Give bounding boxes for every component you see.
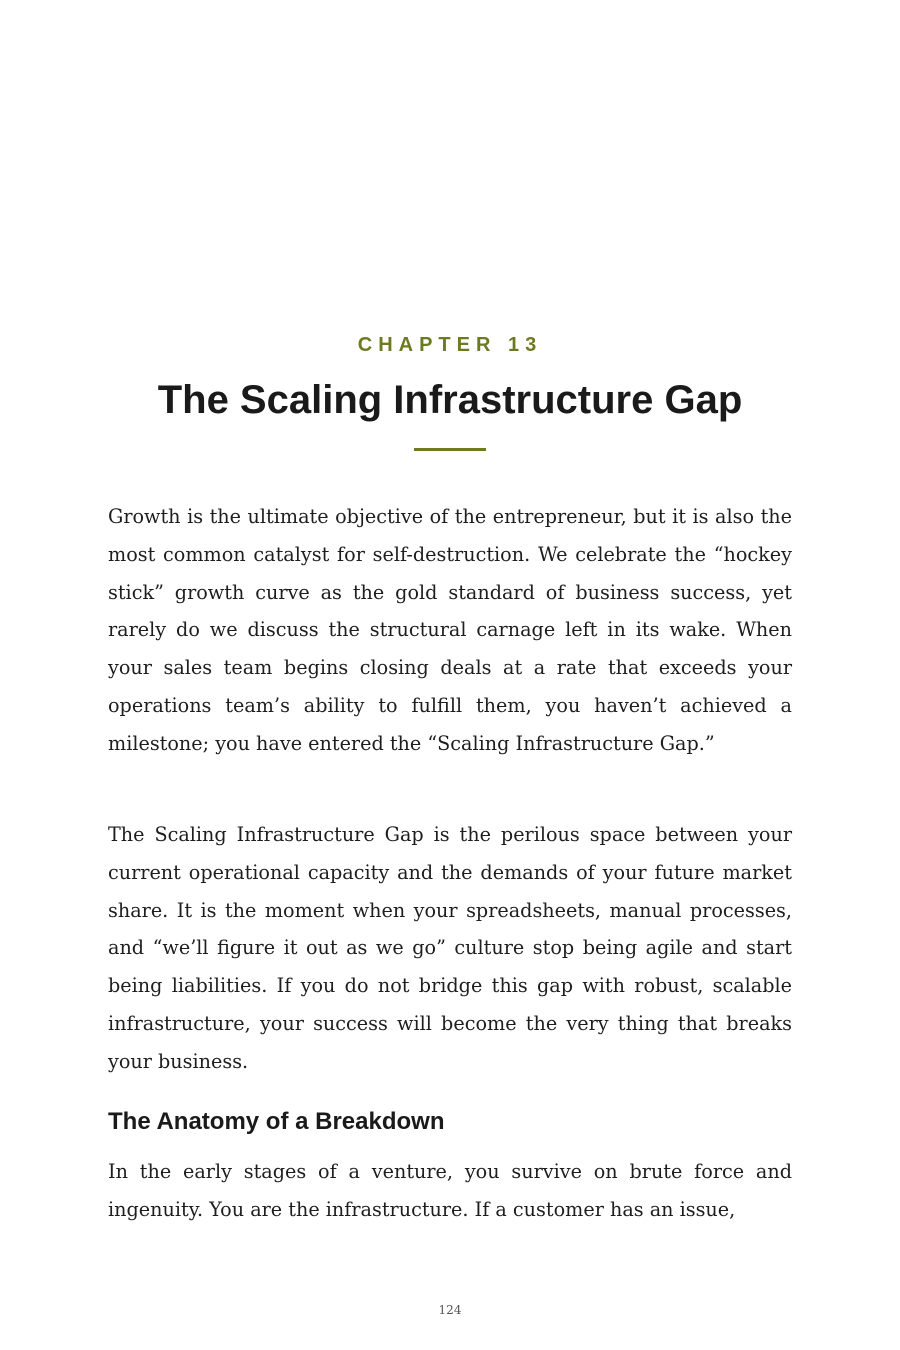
chapter-title: The Scaling Infrastructure Gap <box>157 378 743 422</box>
body-paragraph: The Scaling Infrastructure Gap is the perilous space between your current operational capacity and the demands of your future market share. It is the moment when your spreadsheets, manual processes, and “we’ll figure it out as we go” culture stop being agile and start being liabilities. If you do not bridge this gap with robust, scalable infrastructure, your success will become the very thing that breaks your business. <box>108 823 792 1073</box>
body-paragraph: Growth is the ultimate objective of the entrepreneur, but it is also the most common catalyst for self-destruction. We celebrate the “hockey stick” growth curve as the gold standard of business success, yet rarely do we discuss the structural carnage left in its wake. When your sales team begins closing deals at a rate that exceeds your operations team’s ability to fulfill them, you haven’t achieved a milestone; you have entered the “Scaling Infrastructure Gap.” <box>108 505 792 755</box>
title-divider <box>414 448 486 451</box>
section-heading: The Anatomy of a Breakdown <box>108 1108 445 1135</box>
page-number: 124 <box>438 1303 462 1317</box>
body-paragraph: In the early stages of a venture, you survive on brute force and ingenuity. You are the infrastructure. If a customer has an issue, <box>108 1160 792 1221</box>
chapter-label: CHAPTER 13 <box>357 334 543 356</box>
